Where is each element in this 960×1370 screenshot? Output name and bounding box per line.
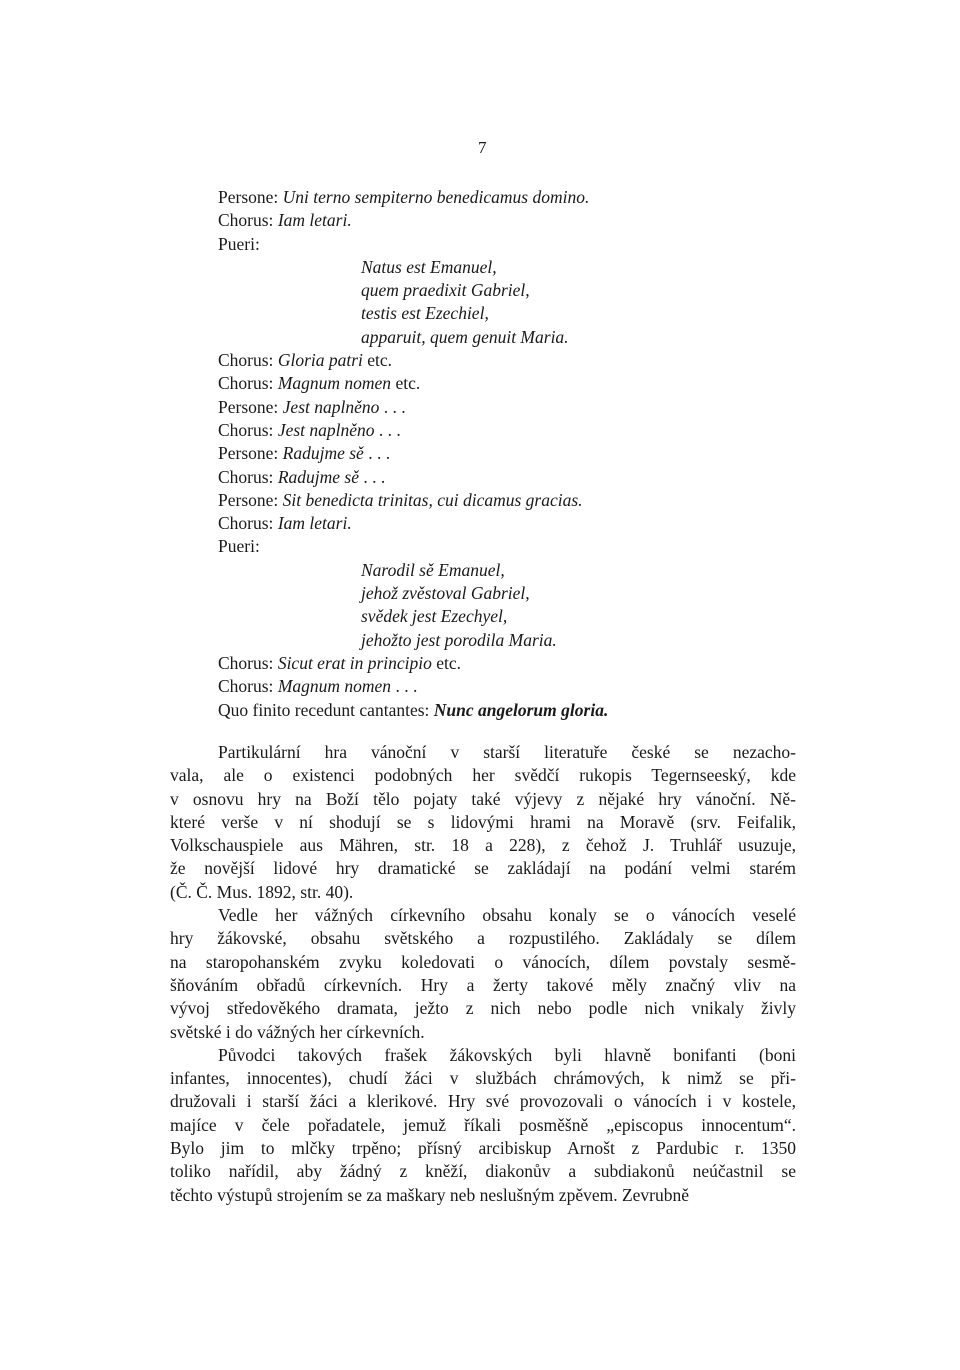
dialogue-line <box>218 233 778 256</box>
verse-line: apparuit, quem genuit Maria. <box>361 326 569 347</box>
dialogue-suffix: etc. <box>391 373 421 394</box>
verse-line: jehož zvěstoval Gabriel, <box>361 583 530 604</box>
speaker-label: Chorus: <box>218 652 274 673</box>
dialogue-text: Magnum nomen <box>277 373 392 394</box>
verse-line: quem praedixit Gabriel, <box>361 280 530 301</box>
dialogue-line <box>218 209 778 232</box>
paragraph-line: Partikulární hra vánoční v starší literatuře české se nezacho- <box>218 742 796 762</box>
paragraph-line: infantes, innocentes), chudí žáci v službách chrámových, k nimž se při- <box>170 1068 796 1089</box>
dialogue-line <box>218 675 778 698</box>
speaker-label: Chorus: <box>218 419 274 440</box>
paragraph-line: hry žákovské, obsahu světského a rozpustilého. Zakládaly se dílem <box>170 928 796 949</box>
dialogue-line <box>218 442 778 465</box>
paragraph-line: Původci takových frašek žákovských byli hlavně bonifanti (boni <box>218 1044 796 1065</box>
paragraph-line: vývoj středověkého dramata, ježto z nich nebo podle nich vnikaly živly <box>170 998 796 1019</box>
speaker-label: Persone: <box>218 187 279 207</box>
dialogue-line <box>218 396 778 419</box>
speaker-label: Chorus: <box>218 513 274 534</box>
dialogue-text: Sicut erat in principio <box>277 652 432 673</box>
paragraph-line: Bylo jim to mlčky trpěno; přísný arcibiskup Arnošt z Pardubic r. 1350 <box>170 1138 796 1159</box>
dialogue-text: Sit benedicta trinitas, cui dicamus gracias. <box>282 489 583 510</box>
dialogue-text: Radujme sě <box>282 443 364 464</box>
verse-line: svědek jest Ezechyel, <box>361 606 508 627</box>
dialogue-text: Iam letari. <box>277 210 352 231</box>
dialogue-line <box>218 535 778 558</box>
dialogue-line <box>218 489 778 512</box>
dialogue-line <box>218 652 778 675</box>
dialogue-suffix: . . . <box>391 676 418 697</box>
paragraph-line: toliko nařídil, aby žádný z kněží, diakonův a subdiakonů neúčastnil se <box>170 1161 796 1182</box>
dialogue-block <box>218 186 778 722</box>
dialogue-text: Iam letari. <box>277 513 352 534</box>
paragraph <box>170 1044 796 1207</box>
speaker-label: Chorus: <box>218 466 274 487</box>
dialogue-line <box>218 419 778 442</box>
speaker-label: Persone: <box>218 489 279 510</box>
paragraph-line: majíce v čele pořadatele, jemuž říkali posměšně „episcopus innocentum“. <box>170 1114 796 1135</box>
dialogue-text: Jest naplněno <box>277 419 375 440</box>
dialogue-text: Magnum nomen <box>277 676 392 697</box>
paragraph-line: Volkschauspiele aus Mähren, str. 18 a 228), z čehož J. Truhlář usuzuje, <box>170 835 796 856</box>
dialogue-line <box>218 372 778 395</box>
speaker-label: Chorus: <box>218 676 274 697</box>
page-number: 7 <box>478 138 487 157</box>
verse-line: Narodil sě Emanuel, <box>361 559 505 580</box>
speaker-label: Persone: <box>218 396 279 417</box>
speaker-label: Chorus: <box>218 373 274 394</box>
dialogue-text: Jest naplněno <box>282 396 380 417</box>
dialogue-text: Gloria patri <box>277 350 363 371</box>
closing-prefix: Quo finito recedunt cantantes: <box>218 699 434 720</box>
dialogue-text: Radujme sě <box>277 466 359 487</box>
dialogue-suffix: . . . <box>379 396 406 417</box>
dialogue-suffix: . . . <box>363 443 391 464</box>
speaker-label: Chorus: <box>218 350 274 371</box>
paragraph-line: které verše v ní shodují se s lidovými hrami na Moravě (srv. Feifalik, <box>170 811 796 832</box>
closing-italic: Nunc angelorum gloria. <box>433 699 609 720</box>
speaker-label: Pueri: <box>218 233 260 254</box>
paragraph-line: na staropohanském zvyku koledovati o vánocích, dílem povstaly sesmě- <box>170 951 796 972</box>
closing-line <box>218 699 778 722</box>
speaker-label: Pueri: <box>218 536 260 557</box>
paragraph-line: šňováním obřadů církevních. Hry a žerty takové měly značný vliv na <box>170 974 796 995</box>
speaker-label: Persone: <box>218 443 279 464</box>
verse-line: testis est Ezechiel, <box>361 303 489 324</box>
paragraph-line: v osnovu hry na Boží tělo pojaty také výjevy z nějaké hry vánoční. Ně- <box>170 788 796 809</box>
dialogue-line <box>218 186 778 209</box>
dialogue-suffix: . . . <box>358 466 386 487</box>
dialogue-text: Uni terno sempiterno benedicamus domino. <box>282 187 590 207</box>
dialogue-line <box>218 512 778 535</box>
paragraph <box>170 741 796 904</box>
paragraph-line: těchto výstupů strojením se za maškary neb neslušným zpěvem. Zevrubně <box>170 1184 690 1205</box>
dialogue-suffix: . . . <box>374 419 401 440</box>
dialogue-suffix: etc. <box>362 350 393 371</box>
dialogue-line <box>218 349 778 372</box>
paragraph <box>170 904 796 1044</box>
paragraph-line: že novější lidové hry dramatické se zakládají na podání velmi starém <box>170 858 796 879</box>
dialogue-suffix: etc. <box>431 652 462 673</box>
verse-line: jehožto jest porodila Maria. <box>361 629 557 650</box>
prose-block <box>170 741 796 1207</box>
verse-line: Natus est Emanuel, <box>361 256 497 277</box>
paragraph-line: (Č. Č. Mus. 1892, str. 40). <box>170 881 354 902</box>
paragraph-line: Vedle her vážných církevního obsahu konaly se o vánocích veselé <box>218 905 796 926</box>
paragraph-line: světské i do vážných her církevních. <box>170 1021 425 1042</box>
paragraph-line: vala, ale o existenci podobných her svědčí rukopis Tegernseeský, kde <box>170 765 796 786</box>
speaker-label: Chorus: <box>218 210 274 231</box>
paragraph-line: družovali i starší žáci a klerikové. Hry své provozovali o vánocích i v kostele, <box>170 1091 796 1112</box>
dialogue-line <box>218 466 778 489</box>
